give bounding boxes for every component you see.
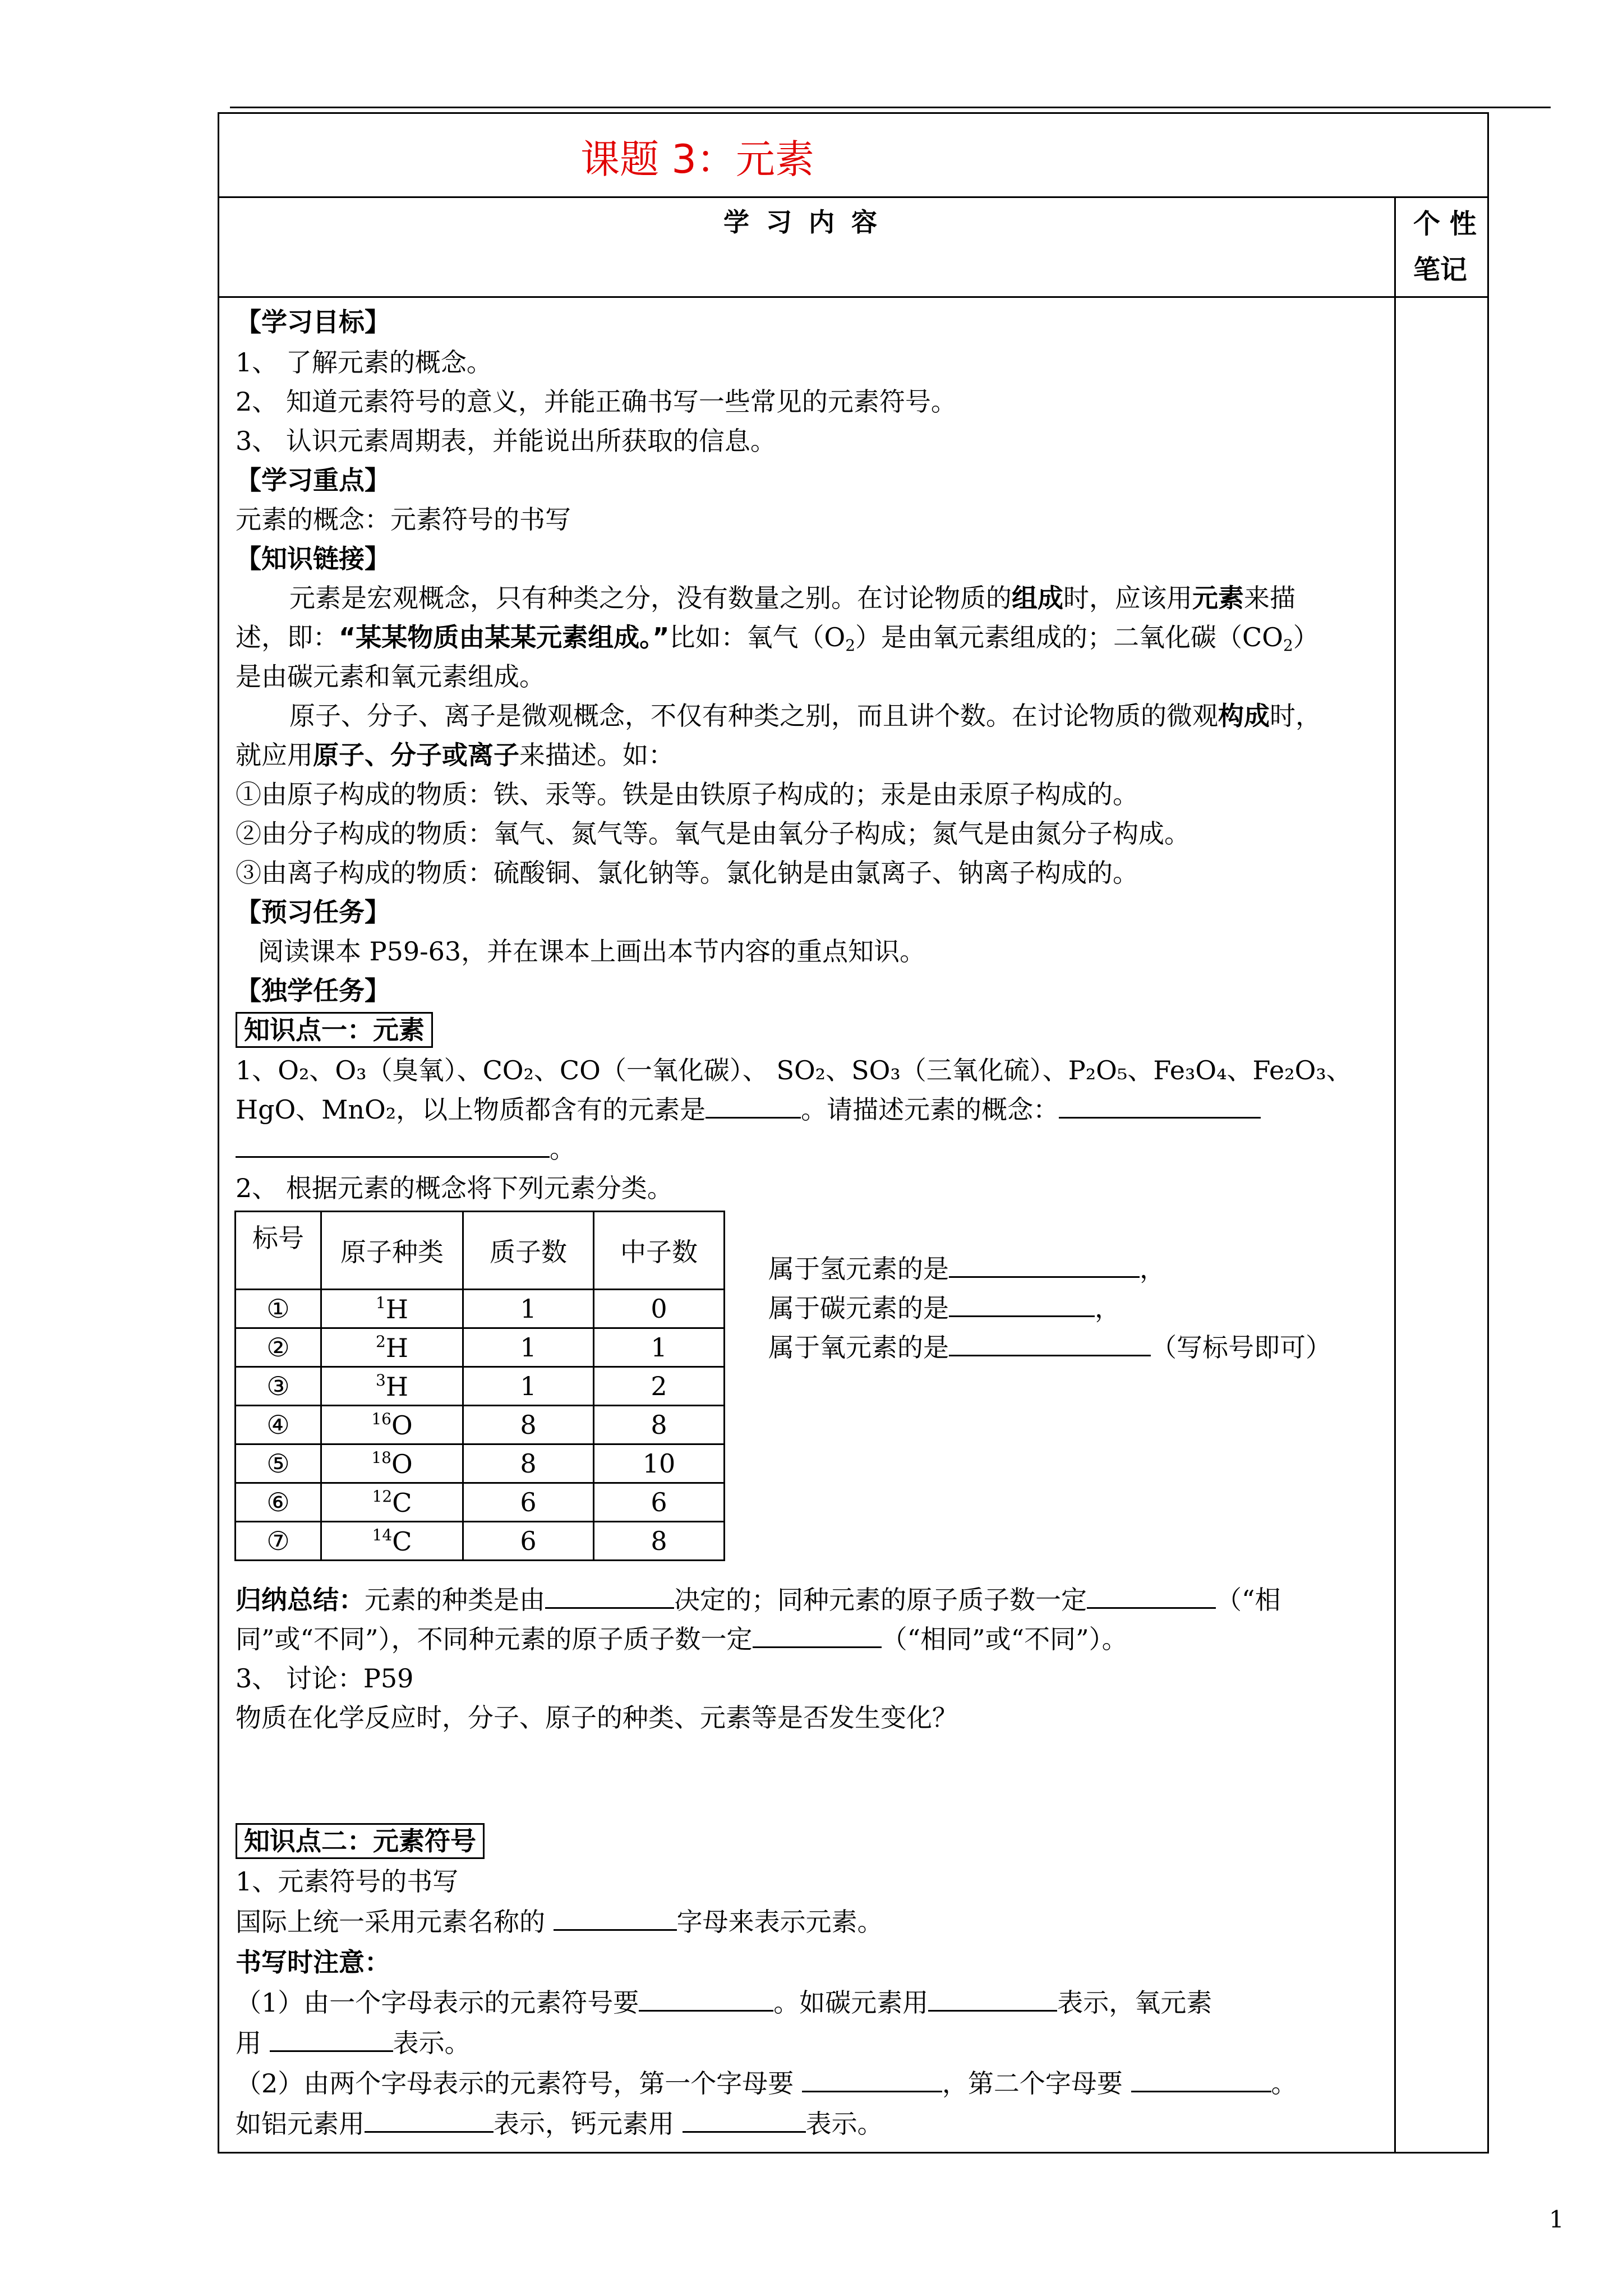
summary-line2: 同”或“不同”），不同种元素的原子质子数一定 （“相同”或“不同”）。 [236,1624,1128,1654]
answer-blank[interactable] [949,1293,1095,1317]
kp1-question3-text: 物质在化学反应时，分子、原子的种类、元素等是否发生变化？ [236,1703,958,1733]
answer-blank[interactable] [236,1134,550,1158]
kp2-note2-line2: 如铝元素用 表示，钙元素用 表示。 [236,2109,883,2139]
kp1-label: 知识点一：元素 [236,1012,433,1048]
goal-item: 3、 认识元素周期表，并能说出所获取的信息。 [236,426,776,456]
kp1-question1-line3: 。 [236,1129,575,1166]
answer-blank[interactable] [706,1094,801,1119]
table-row: ② $^2$H 1 1 [236,1328,725,1367]
classify-carbon: 属于碳元素的是 ， [768,1293,1121,1323]
classify-oxygen: 属于氧元素的是 （写标号即可） [768,1332,1331,1363]
frame-bottom [218,2152,1489,2154]
table-header: 中子数 [594,1212,725,1290]
kp2-label: 知识点二：元素符号 [236,1823,485,1859]
answer-blank[interactable] [545,1585,674,1609]
notes-header-line2: 笔记 [1413,254,1468,286]
preview-heading: 【预习任务】 [236,897,390,927]
kp1-question3: 3、 讨论：P59 [236,1663,414,1694]
link-paragraph-line: 原子、分子、离子是微观概念，不仅有种类之别，而且讲个数。在讨论物质的微观构成时， [289,701,1321,731]
focus-heading: 【学习重点】 [236,465,390,495]
answer-blank[interactable] [554,1907,677,1931]
table-row: ⑤ $^{18}$O 8 10 [236,1444,725,1483]
goals-heading: 【学习目标】 [236,307,390,337]
goal-item: 1、 了解元素的概念。 [236,347,492,378]
answer-blank[interactable] [753,1624,882,1648]
kp2-note-heading: 书写时注意： [236,1947,390,1977]
page-number: 1 [1549,2206,1564,2233]
link-list-item: ③由离子构成的物质：硫酸铜、氯化钠等。氯化钠是由氯离子、钠离子构成的。 [236,858,1138,888]
notes-divider [1394,196,1396,2154]
kp1-question1-line1: 1、O₂、O₃（臭氧）、CO₂、CO（一氧化碳）、 SO₂、SO₃（三氧化硫）、P₂O₅、Fe₃O₄、Fe₂O₃、 [236,1055,1352,1085]
kp1-label-box [236,1010,433,1047]
kp1-question1-line2: HgO、MnO₂，以上物质都含有的元素是 。请描述元素的概念： [236,1089,1261,1126]
frame-left [218,112,219,2154]
self-study-heading: 【独学任务】 [236,976,390,1006]
content-column-header: 学习内容 [723,207,894,237]
answer-blank[interactable] [683,2109,806,2133]
answer-blank[interactable] [928,1987,1057,2012]
notes-column-header [1413,201,1477,293]
kp2-section1-text: 国际上统一采用元素名称的 字母来表示元素。 [236,1907,883,1937]
table-row: ④ $^{16}$O 8 8 [236,1406,725,1444]
link-list-item: ①由原子构成的物质：铁、汞等。铁是由铁原子构成的；汞是由汞原子构成的。 [236,779,1138,809]
table-row: ③ $^3$H 1 2 [236,1367,725,1406]
goal-item: 2、 知道元素符号的意义，并能正确书写一些常见的元素符号。 [236,386,957,417]
kp2-note2-line1: （2）由两个字母表示的元素符号，第一个字母要 ，第二个字母要 。 [236,2068,1297,2099]
table-header: 质子数 [463,1212,594,1290]
answer-blank[interactable] [1059,1094,1261,1119]
answer-blank[interactable] [1087,1585,1216,1609]
kp2-label-box [236,1821,485,1858]
element-table [234,1211,725,1561]
answer-blank[interactable] [949,1254,1140,1278]
table-row: ⑥ $^{12}$C 6 6 [236,1483,725,1522]
answer-blank[interactable] [270,2028,393,2052]
preview-text: 阅读课本 P59-63，并在课本上画出本节内容的重点知识。 [258,936,926,967]
focus-text: 元素的概念：元素符号的书写 [236,504,571,535]
table-header: 标号 [236,1212,321,1290]
table-header-row [236,1212,725,1290]
kp2-note1-line2: 用 表示。 [236,2028,471,2058]
frame-top [218,112,1489,114]
table-row: ① $^1$H 1 0 [236,1290,725,1328]
answer-blank[interactable] [1131,2068,1271,2092]
summary-line1: 归纳总结：元素的种类是由 决定的；同种元素的原子质子数一定 （“相 [236,1585,1281,1615]
kp2-section1: 1、元素符号的书写 [236,1866,459,1897]
notes-header-line1: 个 性 [1413,208,1477,240]
frame-title-bottom [218,196,1489,198]
frame-right [1487,112,1489,2154]
answer-blank[interactable] [949,1332,1151,1356]
link-heading: 【知识链接】 [236,544,390,574]
link-paragraph-line: 述，即：“某某物质由某某元素组成。”比如：氧气$(O_2)$是由氧元素组成的；二氧化碳$(CO_2)$ [236,622,1319,655]
answer-blank[interactable] [365,2109,494,2133]
answer-blank[interactable] [802,2068,942,2092]
table-row: ⑦ $^{14}$C 6 8 [236,1522,725,1561]
kp2-note1-line1: （1）由一个字母表示的元素符号要 。如碳元素用 表示，氧元素 [236,1987,1212,2018]
table-header: 原子种类 [321,1212,463,1290]
answer-blank[interactable] [639,1987,773,2012]
frame-header-bottom [218,296,1489,298]
link-paragraph-line: 就应用原子、分子或离子来描述。如： [236,740,674,770]
classify-hydrogen: 属于氢元素的是 ， [768,1254,1165,1284]
top-rule [230,107,1551,108]
link-paragraph-line: 元素是宏观概念，只有种类之分，没有数量之别。在讨论物质的组成时，应该用元素来描 [289,583,1295,613]
page-title: 课题 3：元素 [580,136,814,182]
kp1-question2: 2、 根据元素的概念将下列元素分类。 [236,1173,673,1203]
link-list-item: ②由分子构成的物质：氧气、氮气等。氧气是由氧分子构成；氮气是由氮分子构成。 [236,818,1190,849]
link-paragraph-line: 是由碳元素和氧元素组成。 [236,661,545,692]
